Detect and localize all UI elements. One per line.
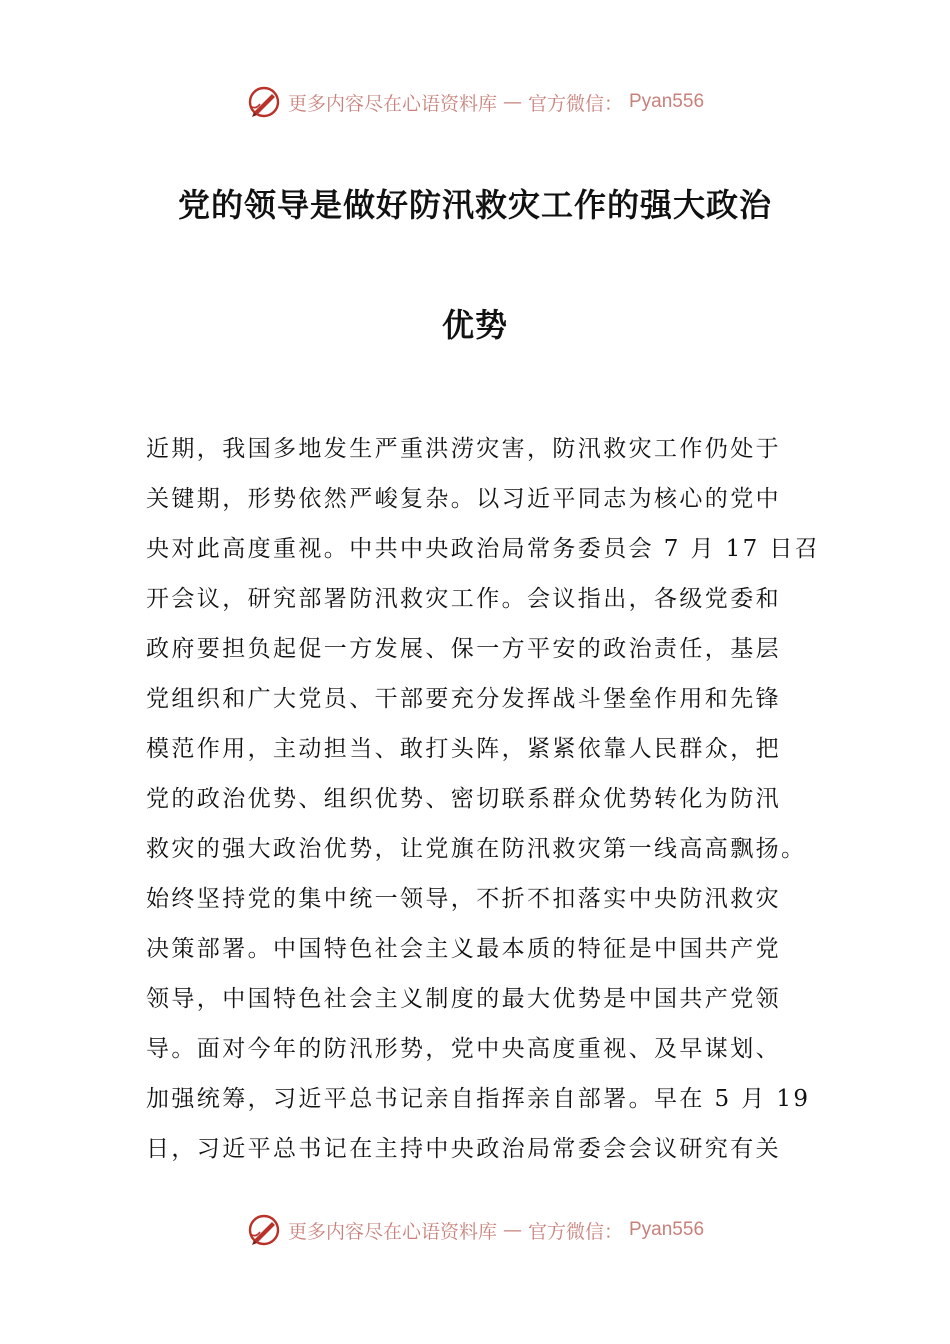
text-line: 党组织和广大党员、干部要充分发挥战斗堡垒作用和先锋 <box>146 686 781 712</box>
text-line: 日，习近平总书记在主持中央政治局常委会会议研究有关 <box>146 1136 781 1162</box>
text-line: 救灾的强大政治优势，让党旗在防汛救灾第一线高高飘扬。 <box>146 836 807 862</box>
text-line: 政府要担负起促一方发展、保一方平安的政治责任，基层 <box>146 636 781 662</box>
banner-text: 更多内容尽在心语资料库 <box>287 92 497 115</box>
text-line: 近期，我国多地发生严重洪涝灾害，防汛救灾工作仍处于 <box>146 436 781 462</box>
body-paragraph <box>146 424 821 1174</box>
footer-banner <box>0 1210 950 1250</box>
banner-dash: — <box>502 91 522 113</box>
text-line: 导。面对今年的防汛形势，党中央高度重视、及早谋划、 <box>146 1036 781 1062</box>
pen-logo-icon <box>246 84 282 120</box>
banner-wechat-id: Pyan556 <box>629 91 705 112</box>
pen-logo-icon <box>246 1212 282 1248</box>
text-line: 央对此高度重视。中共中央政治局常务委员会 7 月 17 日召 <box>146 536 821 562</box>
text-line: 开会议，研究部署防汛救灾工作。会议指出，各级党委和 <box>146 586 781 612</box>
document-title-line-2: 优势 <box>441 306 508 344</box>
text-line: 模范作用，主动担当、敢打头阵，紧紧依靠人民群众，把 <box>146 736 781 762</box>
banner-wechat-label: 官方微信： <box>527 1220 623 1243</box>
banner-dash: — <box>502 1219 522 1241</box>
text-line: 领导，中国特色社会主义制度的最大优势是中国共产党领 <box>146 986 781 1012</box>
text-line: 党的政治优势、组织优势、密切联系群众优势转化为防汛 <box>146 786 781 812</box>
text-line: 始终坚持党的集中统一领导，不折不扣落实中央防汛救灾 <box>146 886 781 912</box>
banner-text: 更多内容尽在心语资料库 <box>287 1220 497 1243</box>
text-line: 关键期，形势依然严峻复杂。以习近平同志为核心的党中 <box>146 486 781 512</box>
header-banner <box>0 82 950 122</box>
text-line: 加强统筹，习近平总书记亲自指挥亲自部署。早在 5 月 19 <box>146 1086 811 1112</box>
banner-wechat-id: Pyan556 <box>629 1219 705 1240</box>
text-line: 决策部署。中国特色社会主义最本质的特征是中国共产党 <box>146 936 781 962</box>
document-title-line-1: 党的领导是做好防汛救灾工作的强大政治 <box>177 186 772 224</box>
banner-wechat-label: 官方微信： <box>527 92 623 115</box>
